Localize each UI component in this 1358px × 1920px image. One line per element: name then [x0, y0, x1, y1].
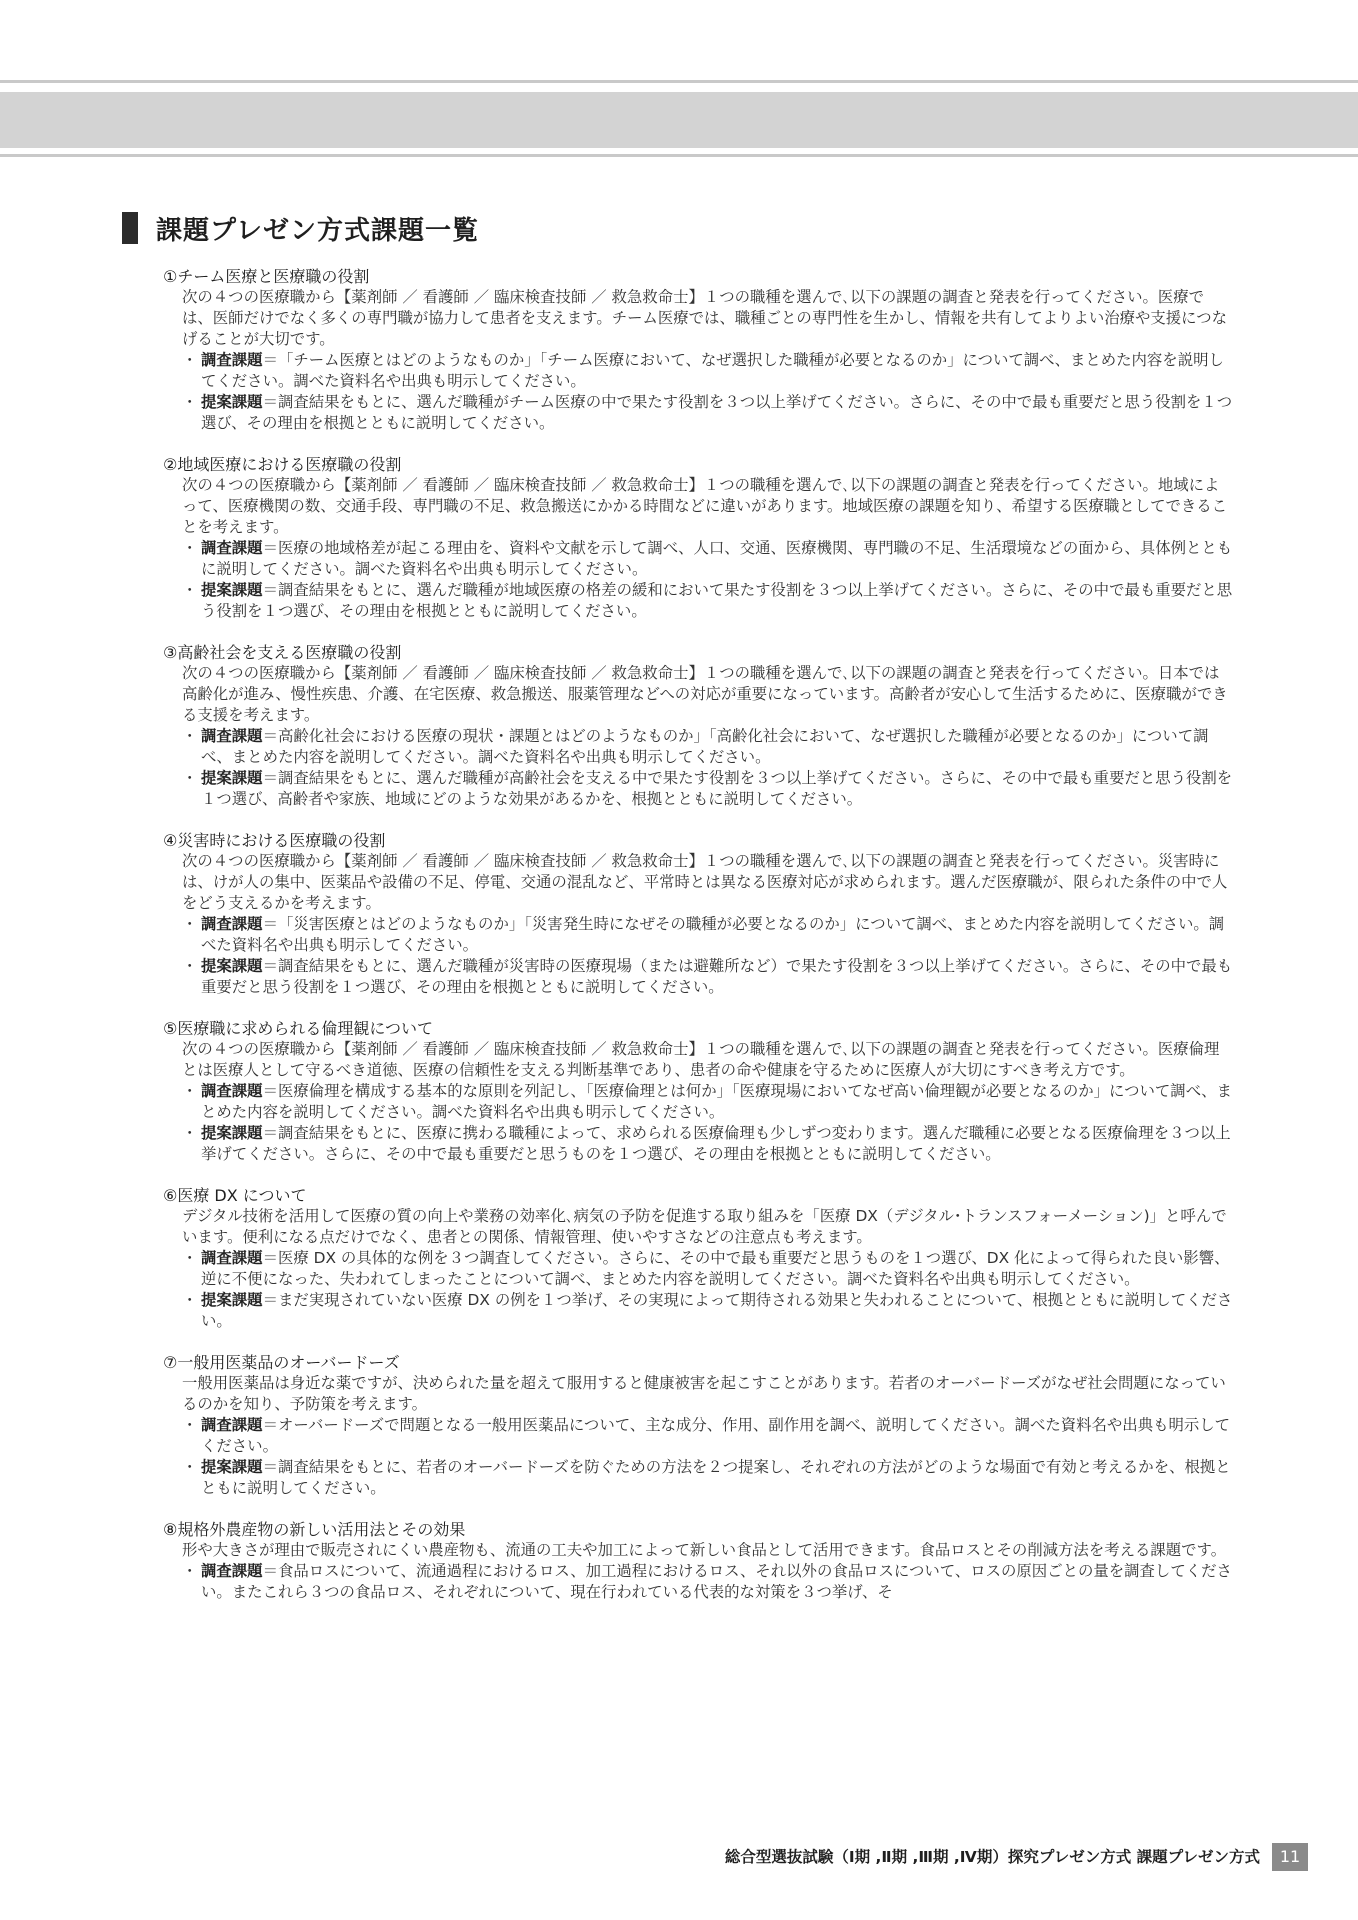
- task-section: [163, 1519, 1233, 1603]
- task-label: 提案課題: [201, 581, 263, 599]
- task-label: 調査課題: [201, 351, 263, 369]
- task-text: ＝医療 DX の具体的な例を３つ調査してください。さらに、その中で最も重要だと思うものを１つ選び、DX 化によって得られた良い影響、逆に不便になった、失われてしまったことについて調べ、まとめた内容を説明してください。調べた資料名や出典も明示してください。: [201, 1249, 1230, 1288]
- footer-text: 総合型選抜試験（Ⅰ期 ,Ⅱ期 ,Ⅲ期 ,Ⅳ期）探究プレゼン方式 課題プレゼン方式: [724, 1848, 1260, 1866]
- task-text: ＝「チーム医療とはどのようなものか」「チーム医療において、なぜ選択した職種が必要となるのか」について調べ、まとめた内容を説明してください。調べた資料名や出典も明示してください。: [201, 351, 1224, 390]
- section-description: 次の４つの医療職から【薬剤師 ／ 看護師 ／ 臨床検査技師 ／ 救急救命士】１つの職種を選んで､以下の課題の調査と発表を行ってください。医療倫理とは医療人として守るべき道徳、医療の信頼性を支える判断基準であり、患者の命や健康を守るために医療人が大切にすべき考え方です。: [182, 1040, 1220, 1079]
- task-text: ＝まだ実現されていない医療 DX の例を１つ挙げ、その実現によって期待される効果と失われることについて、根拠とともに説明してください。: [201, 1291, 1233, 1330]
- section-heading: ⑦一般用医薬品のオーバードーズ: [163, 1353, 400, 1372]
- task-label: 調査課題: [201, 1249, 263, 1267]
- task-text: ＝調査結果をもとに、選んだ職種がチーム医療の中で果たす役割を３つ以上挙げてください。さらに、その中で最も重要だと思う役割を１つ選び、その理由を根拠とともに説明してください。: [201, 393, 1233, 432]
- task-label: 提案課題: [201, 1124, 263, 1142]
- bullet-mark: ・: [182, 539, 198, 557]
- task-text: ＝食品ロスについて、流通過程におけるロス、加工過程におけるロス、それ以外の食品ロスについて、ロスの原因ごとの量を調査してください。またこれら３つの食品ロス、それぞれについて、現在行われている代表的な対策を３つ挙げ、そ: [201, 1562, 1232, 1601]
- task-text: ＝医療倫理を構成する基本的な原則を列記し、「医療倫理とは何か」「医療現場においてなぜ高い倫理観が必要となるのか」について調べ、まとめた内容を説明してください。調べた資料名や出典も明示してください。: [201, 1082, 1232, 1121]
- page-title: [122, 210, 479, 246]
- task-text: ＝調査結果をもとに、若者のオーバードーズを防ぐための方法を２つ提案し、それぞれの方法がどのような場面で有効と考えるかを、根拠とともに説明してください。: [201, 1458, 1231, 1497]
- task-text: ＝医療の地域格差が起こる理由を、資料や文献を示して調べ、人口、交通、医療機関、専門職の不足、生活環境などの面から、具体例とともに説明してください。調べた資料名や出典も明示してください。: [201, 539, 1233, 578]
- task-label: 調査課題: [201, 1082, 263, 1100]
- footer: [0, 1843, 1358, 1873]
- title-bar-icon: [122, 212, 138, 244]
- bullet-mark: ・: [182, 393, 198, 411]
- bullet-mark: ・: [182, 351, 198, 369]
- section-description: 形や大きさが理由で販売されにくい農産物も、流通の工夫や加工によって新しい食品として活用できます。食品ロスとその削減方法を考える課題です。: [182, 1541, 1227, 1559]
- task-label: 提案課題: [201, 393, 263, 411]
- task-item: [182, 580, 1233, 622]
- bullet-mark: ・: [182, 727, 198, 745]
- header-rule-top: [0, 80, 1358, 83]
- task-item: [182, 1123, 1233, 1165]
- task-label: 調査課題: [201, 727, 263, 745]
- bullet-mark: ・: [182, 1416, 198, 1434]
- bullet-mark: ・: [182, 1249, 198, 1267]
- task-text: ＝「災害医療とはどのようなものか」「災害発生時になぜその職種が必要となるのか」について調べ、まとめた内容を説明してください。調べた資料名や出典も明示してください。: [201, 915, 1225, 954]
- section-heading: ③高齢社会を支える医療職の役割: [163, 643, 402, 662]
- task-label: 提案課題: [201, 1291, 263, 1309]
- header-rule-bottom: [0, 154, 1358, 157]
- bullet-mark: ・: [182, 1124, 198, 1142]
- section-heading: ⑥医療 DX について: [163, 1186, 307, 1205]
- task-label: 調査課題: [201, 1416, 263, 1434]
- section-description: 次の４つの医療職から【薬剤師 ／ 看護師 ／ 臨床検査技師 ／ 救急救命士】１つの職種を選んで､以下の課題の調査と発表を行ってください。災害時には、けが人の集中、医薬品や設備の不足、停電、交通の混乱など、平常時とは異なる医療対応が求められます。選んだ医療職が、限られた条件の中で人をどう支えるかを考えます。: [182, 852, 1228, 912]
- task-item: [182, 1415, 1233, 1457]
- task-section: [163, 454, 1233, 622]
- section-heading: ⑧規格外農産物の新しい活用法とその効果: [163, 1520, 466, 1539]
- bullet-mark: ・: [182, 957, 198, 975]
- bullet-mark: ・: [182, 1562, 198, 1580]
- section-description: 次の４つの医療職から【薬剤師 ／ 看護師 ／ 臨床検査技師 ／ 救急救命士】１つの職種を選んで､以下の課題の調査と発表を行ってください。地域によって、医療機関の数、交通手段、専門職の不足、救急搬送にかかる時間などに違いがあります。地域医療の課題を知り、希望する医療職としてできることを考えます。: [182, 476, 1228, 536]
- task-item: [182, 350, 1233, 392]
- task-section: [163, 642, 1233, 810]
- section-heading: ①チーム医療と医療職の役割: [163, 267, 370, 286]
- task-item: [182, 726, 1233, 768]
- bullet-mark: ・: [182, 1458, 198, 1476]
- task-section: [163, 266, 1233, 434]
- task-item: [182, 1290, 1233, 1332]
- task-item: [182, 392, 1233, 434]
- task-item: [182, 1561, 1233, 1603]
- task-section: [163, 1018, 1233, 1165]
- header-band: [0, 92, 1358, 148]
- task-text: ＝調査結果をもとに、医療に携わる職種によって、求められる医療倫理も少しずつ変わります。選んだ職種に必要となる医療倫理を３つ以上挙げてください。さらに、その中で最も重要だと思うものを１つ選び、その理由を根拠とともに説明してください。: [201, 1124, 1231, 1163]
- task-label: 提案課題: [201, 1458, 263, 1476]
- task-section: [163, 830, 1233, 998]
- section-list: [163, 266, 1233, 1623]
- task-item: [182, 1248, 1233, 1290]
- task-section: [163, 1352, 1233, 1499]
- page-number: 11: [1272, 1843, 1308, 1871]
- section-heading: ④災害時における医療職の役割: [163, 831, 386, 850]
- task-item: [182, 914, 1233, 956]
- bullet-mark: ・: [182, 769, 198, 787]
- section-description: 次の４つの医療職から【薬剤師 ／ 看護師 ／ 臨床検査技師 ／ 救急救命士】１つの職種を選んで､以下の課題の調査と発表を行ってください。医療では、医師だけでなく多くの専門職が協力して患者を支えます。チーム医療では、職種ごとの専門性を生かし、情報を共有してよりよい治療や支援につなげることが大切です。: [182, 288, 1228, 348]
- bullet-mark: ・: [182, 1082, 198, 1100]
- task-item: [182, 768, 1233, 810]
- section-heading: ②地域医療における医療職の役割: [163, 455, 402, 474]
- task-label: 調査課題: [201, 539, 263, 557]
- task-text: ＝調査結果をもとに、選んだ職種が高齢社会を支える中で果たす役割を３つ以上挙げてください。さらに、その中で最も重要だと思う役割を１つ選び、高齢者や家族、地域にどのような効果があるかを、根拠とともに説明してください。: [201, 769, 1233, 808]
- task-text: ＝高齢化社会における医療の現状・課題とはどのようなものか」「高齢化社会において、なぜ選択した職種が必要となるのか」について調べ、まとめた内容を説明してください。調べた資料名や出典も明示してください。: [201, 727, 1209, 766]
- task-item: [182, 956, 1233, 998]
- section-description: 次の４つの医療職から【薬剤師 ／ 看護師 ／ 臨床検査技師 ／ 救急救命士】１つの職種を選んで､以下の課題の調査と発表を行ってください。日本では高齢化が進み、慢性疾患、介護、在宅医療、救急搬送、服薬管理などへの対応が重要になっています。高齢者が安心して生活するために、医療職ができる支援を考えます。: [182, 664, 1228, 724]
- page-title-text: 課題プレゼン方式課題一覧: [156, 215, 479, 246]
- section-description: デジタル技術を活用して医療の質の向上や業務の効率化､病気の予防を促進する取り組みを「医療 DX（デジタル･トランスフォーメーション)」と呼んでいます。便利になる点だけでなく、患者との関係、情報管理、使いやすさなどの注意点も考えます。: [182, 1207, 1227, 1246]
- task-text: ＝オーバードーズで問題となる一般用医薬品について、主な成分、作用、副作用を調べ、説明してください。調べた資料名や出典も明示してください。: [201, 1416, 1231, 1455]
- bullet-mark: ・: [182, 1291, 198, 1309]
- task-text: ＝調査結果をもとに、選んだ職種が地域医療の格差の緩和において果たす役割を３つ以上挙げてください。さらに、その中で最も重要だと思う役割を１つ選び、その理由を根拠とともに説明してください。: [201, 581, 1233, 620]
- task-label: 提案課題: [201, 957, 263, 975]
- task-item: [182, 538, 1233, 580]
- bullet-mark: ・: [182, 915, 198, 933]
- task-section: [163, 1185, 1233, 1332]
- task-label: 調査課題: [201, 1562, 263, 1580]
- task-item: [182, 1081, 1233, 1123]
- task-label: 提案課題: [201, 769, 263, 787]
- section-heading: ⑤医療職に求められる倫理観について: [163, 1019, 434, 1038]
- section-description: 一般用医薬品は身近な薬ですが、決められた量を超えて服用すると健康被害を起こすことがあります。若者のオーバードーズがなぜ社会問題になっているのかを知り、予防策を考えます。: [182, 1374, 1226, 1413]
- task-item: [182, 1457, 1233, 1499]
- task-text: ＝調査結果をもとに、選んだ職種が災害時の医療現場（または避難所など）で果たす役割を３つ以上挙げてください。さらに、その中で最も重要だと思う役割を１つ選び、その理由を根拠とともに説明してください。: [201, 957, 1233, 996]
- bullet-mark: ・: [182, 581, 198, 599]
- task-label: 調査課題: [201, 915, 263, 933]
